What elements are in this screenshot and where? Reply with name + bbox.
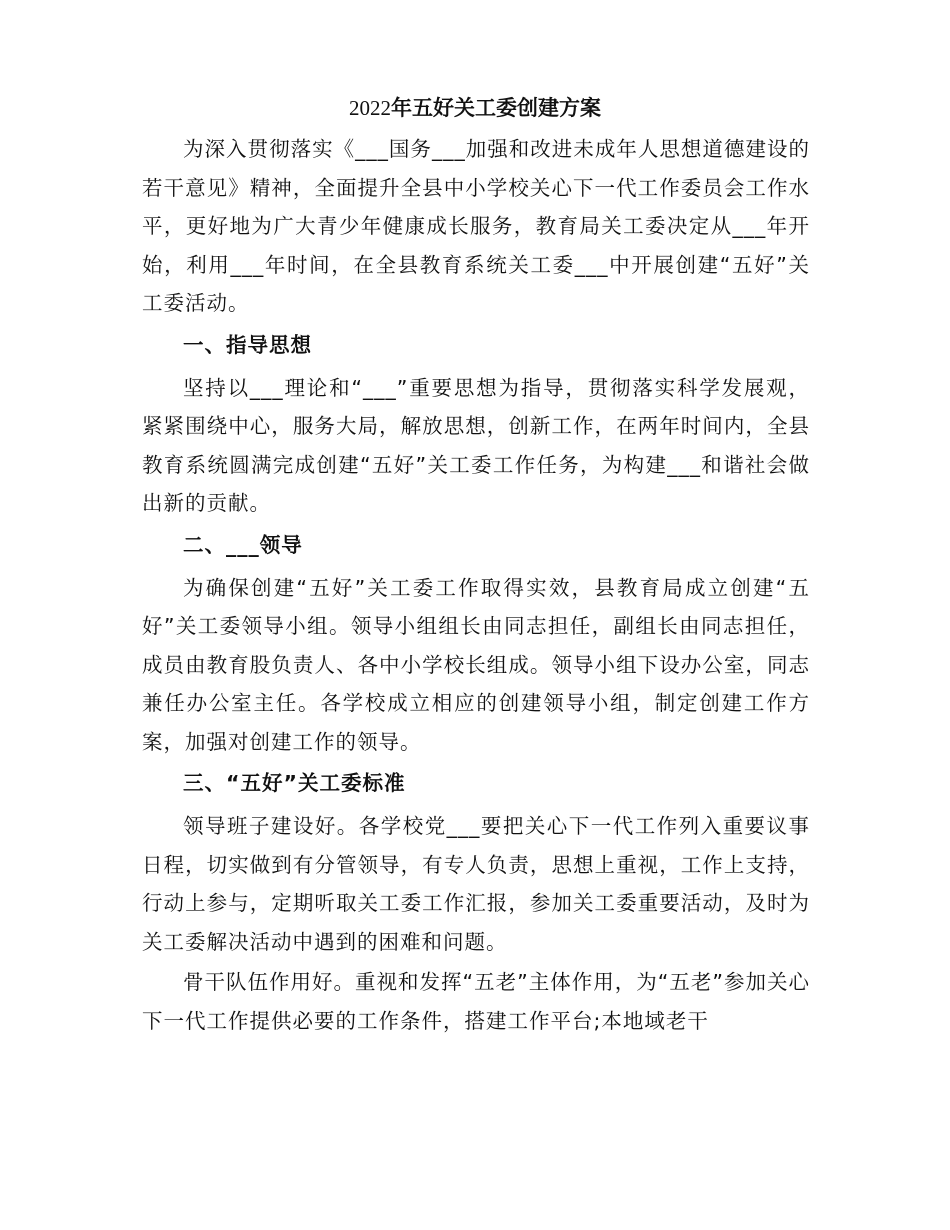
section-heading: 三、“五好”关工委标准: [183, 771, 406, 795]
title-text: 年五好关工委创建方案: [391, 95, 601, 120]
document-body: [142, 130, 810, 1042]
section-guiding-ideology: [142, 327, 810, 523]
intro-paragraph: 为深入贯彻落实《___国务___加强和改进未成年人思想道德建设的若干意见》精神，全面提升全县中小学校关心下一代工作委员会工作水平，更好地为广大青少年健康成长服务，教育局关工委决定从___年开始，利用___年时间，在全县教育系统关工委___中开展创建“五好”关工委活动。: [142, 137, 810, 315]
section-heading: 一、指导思想: [183, 332, 312, 357]
title-year: 2022: [349, 96, 391, 120]
section-heading: 二、___领导: [183, 532, 303, 557]
document-title: [0, 92, 950, 124]
section-paragraph: 为确保创建“五好”关工委工作取得实效，县教育局成立创建“五好”关工委领导小组。领导小组组长由同志担任，副组长由同志担任，成员由教育股负责人、各中小学校长组成。领导小组下设办公室，同志兼任办公室主任。各学校成立相应的创建领导小组，制定创建工作方案，加强对创建工作的领导。: [142, 575, 810, 754]
section-paragraph: 坚持以___理论和“___”重要思想为指导，贯彻落实科学发展观，紧紧围绕中心，服务大局，解放思想，创新工作，在两年时间内，全县教育系统圆满完成创建“五好”关工委工作任务，为构建___和谐社会做出新的贡献。: [142, 375, 810, 515]
section-leadership: [142, 527, 810, 762]
section-paragraph: 骨干队伍作用好。重视和发挥“五老”主体作用，为“五老”参加关心下一代工作提供必要的工作条件，搭建工作平台;本地域老干: [142, 970, 810, 1033]
section-paragraph: 领导班子建设好。各学校党___要把关心下一代工作列入重要议事日程，切实做到有分管领导，有专人负责，思想上重视，工作上支持，行动上参与，定期听取关工委工作汇报，参加关工委重要活动，及时为关工委解决活动中遇到的困难和问题。: [142, 814, 810, 954]
section-standards: [142, 765, 810, 1040]
